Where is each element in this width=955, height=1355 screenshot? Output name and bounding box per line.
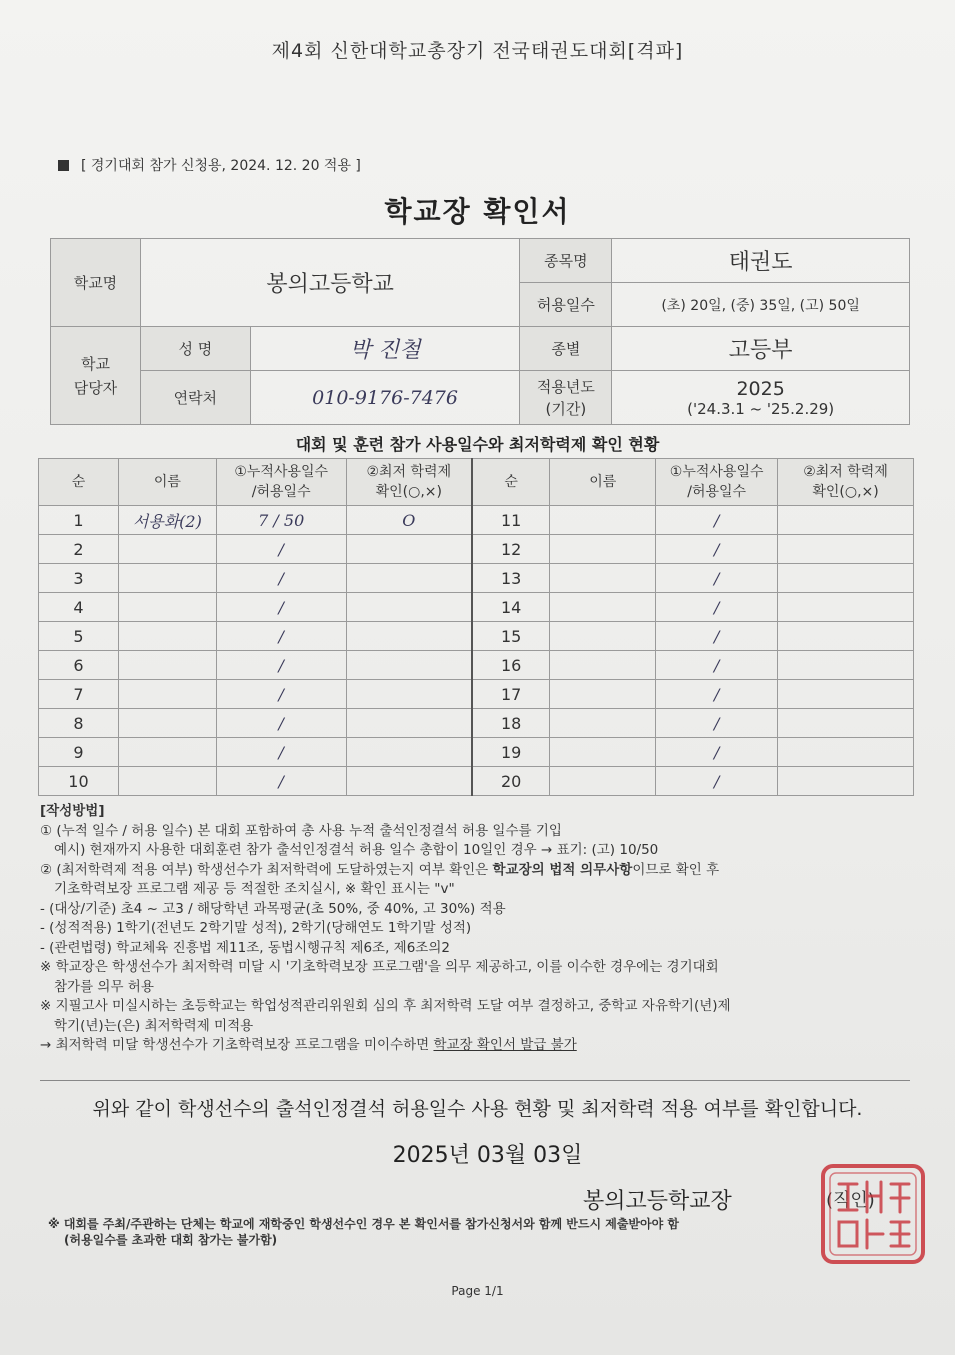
event-value: 태권도 [612, 239, 910, 283]
instructions [40, 802, 920, 1056]
header-check: ②최저 학력제 확인(○,×) [346, 459, 472, 506]
row-days: / [656, 680, 778, 709]
row-check [778, 593, 914, 622]
row-days: / [656, 709, 778, 738]
row-days: / [216, 767, 346, 796]
confirmation-statement: 위와 같이 학생선수의 출석인정결석 허용일수 사용 현황 및 최저학력 적용 여부를 확인합니다. [92, 1098, 863, 1120]
row-number: 16 [472, 651, 550, 680]
header-days: ①누적사용일수 /허용일수 [216, 459, 346, 506]
row-days: / [216, 709, 346, 738]
header-name: 이름 [550, 459, 656, 506]
instruction-example: 예시) 현재까지 사용한 대회훈련 참가 출석인정결석 허용 일수 총합이 10일인 경우 → 표기: (고) 10/50 [54, 842, 659, 858]
instruction-item: ② (최저학력제 적용 여부) 학생선수가 최저학력에 도달하였는지 여부 확인은 학교장의 법적 의무사항이므로 확인 후 [40, 861, 720, 878]
table-row [39, 535, 914, 564]
row-check [778, 622, 914, 651]
table-row [39, 506, 914, 535]
instruction-note: 학기(년)는(은) 최저학력제 미적용 [54, 1017, 254, 1034]
school-name-value: 봉의고등학교 [140, 239, 520, 327]
table-row [39, 680, 914, 709]
table-row [39, 593, 914, 622]
row-days: / [656, 622, 778, 651]
allowed-days-value: (초) 20일, (중) 35일, (고) 50일 [612, 283, 910, 327]
page-number: Page 1/1 [451, 1284, 504, 1298]
row-name: 서용화(2) [118, 506, 216, 535]
table-row [39, 651, 914, 680]
instruction-bullet: - (성적적용) 1학기(전년도 2학기말 성적), 2학기(당해연도 1학기말 성적) [40, 920, 472, 936]
header-name: 이름 [118, 459, 216, 506]
row-name [550, 593, 656, 622]
row-number: 5 [39, 622, 119, 651]
row-days: / [656, 593, 778, 622]
issue-date: 2025년 03월 03일 [392, 1143, 583, 1168]
row-name [550, 738, 656, 767]
row-name [550, 535, 656, 564]
contact-handwritten: 010-9176-7476 [250, 371, 520, 425]
row-check [346, 651, 472, 680]
row-name [118, 738, 216, 767]
allowed-days-label: 허용일수 [520, 283, 612, 327]
row-days: / [216, 622, 346, 651]
school-info-table [50, 238, 910, 425]
document-title: 학교장 확인서 [384, 195, 571, 228]
row-check [346, 767, 472, 796]
row-check [778, 738, 914, 767]
row-name [550, 680, 656, 709]
row-name [118, 680, 216, 709]
application-notice: [ 경기대회 참가 신청용, 2024. 12. 20 적용 ] [58, 155, 361, 175]
row-number: 17 [472, 680, 550, 709]
event-title: 제4회 신한대학교총장기 전국태권도대회[격파] [271, 40, 684, 62]
row-check [778, 680, 914, 709]
school-name-label: 학교명 [51, 239, 141, 327]
row-name [550, 709, 656, 738]
instruction-note: → 최저학력 미달 학생선수가 기초학력보장 프로그램을 미이수하면 학교장 확인서 발급 불가 [40, 1037, 577, 1053]
year-value: 2025 [736, 377, 785, 400]
row-days: / [216, 535, 346, 564]
row-number: 15 [472, 622, 550, 651]
table-row [39, 622, 914, 651]
row-days: / [656, 564, 778, 593]
table-row [39, 709, 914, 738]
contact-label: 연락처 [140, 371, 250, 425]
header-check: ②최저 학력제 확인(○,×) [778, 459, 914, 506]
row-check [346, 622, 472, 651]
header-no: 순 [472, 459, 550, 506]
table-row [39, 767, 914, 796]
row-days: / [656, 767, 778, 796]
table-row [39, 564, 914, 593]
row-check [778, 651, 914, 680]
row-name [118, 593, 216, 622]
row-days: / [216, 564, 346, 593]
row-check [346, 564, 472, 593]
row-name [118, 564, 216, 593]
event-label: 종목명 [520, 239, 612, 283]
row-check [346, 680, 472, 709]
instruction-bullet: - (대상/기준) 초4 ~ 고3 / 해당학년 과목평균(초 50%, 중 40%, 고 30%) 적용 [40, 900, 506, 917]
instruction-bullet: - (관련법령) 학교체육 진흥법 제11조, 동법시행규칙 제6조, 제6조의2 [40, 939, 450, 956]
division-label: 종별 [520, 327, 612, 371]
row-number: 6 [39, 651, 119, 680]
row-number: 11 [472, 506, 550, 535]
row-number: 10 [39, 767, 119, 796]
instruction-note: ※ 학교장은 학생선수가 최저학력 미달 시 '기초학력보장 프로그램'을 의무 제공하고, 이를 이수한 경우에는 경기대회 [40, 959, 719, 975]
row-name [118, 622, 216, 651]
footnote: ※ 대회를 주최/주관하는 단체는 학교에 재학중인 학생선수인 경우 본 확인서를 참가신청서와 함께 반드시 제출받아야 함 (허용일수를 초과한 대회 참가는 불가함) [48, 1217, 679, 1247]
row-name [118, 535, 216, 564]
row-number: 19 [472, 738, 550, 767]
instruction-item: 기초학력보장 프로그램 제공 등 적절한 조치실시, ※ 확인 표시는 "v" [54, 881, 455, 897]
row-number: 8 [39, 709, 119, 738]
row-name [118, 651, 216, 680]
principal-title: 봉의고등학교장 [583, 1189, 732, 1214]
row-number: 9 [39, 738, 119, 767]
square-bullet-icon [58, 160, 69, 171]
year-label: 적용년도 (기간) [520, 371, 612, 425]
manager-label: 학교 담당자 [51, 327, 141, 425]
row-days: / [216, 738, 346, 767]
row-number: 12 [472, 535, 550, 564]
row-name [550, 767, 656, 796]
row-number: 2 [39, 535, 119, 564]
divider [40, 1080, 910, 1081]
row-check [778, 535, 914, 564]
row-days: / [216, 680, 346, 709]
header-days: ①누적사용일수 /허용일수 [656, 459, 778, 506]
row-number: 7 [39, 680, 119, 709]
usage-section-title: 대회 및 훈련 참가 사용일수와 최저학력제 확인 현황 [295, 435, 660, 454]
row-days: / [216, 593, 346, 622]
row-name [550, 564, 656, 593]
row-number: 3 [39, 564, 119, 593]
header-no: 순 [39, 459, 119, 506]
row-check [778, 506, 914, 535]
row-days: / [656, 651, 778, 680]
year-cell [612, 371, 910, 425]
instructions-header: [작성방법] [40, 803, 105, 819]
table-row [39, 738, 914, 767]
row-name [550, 506, 656, 535]
row-number: 13 [472, 564, 550, 593]
row-check [778, 709, 914, 738]
manager-name-handwritten: 박 진철 [250, 327, 520, 371]
row-days: / [216, 651, 346, 680]
row-number: 4 [39, 593, 119, 622]
row-name [550, 651, 656, 680]
row-number: 18 [472, 709, 550, 738]
row-check [346, 738, 472, 767]
row-days: / [656, 506, 778, 535]
official-seal-icon [819, 1162, 927, 1266]
seal-label: (직인) [826, 1190, 875, 1211]
row-check [778, 767, 914, 796]
row-check [346, 535, 472, 564]
division-value: 고등부 [612, 327, 910, 371]
row-name [118, 709, 216, 738]
row-days: / [656, 535, 778, 564]
row-name [550, 622, 656, 651]
instruction-note: ※ 지필고사 미실시하는 초등학교는 학업성적관리위원회 심의 후 최저학력 도달 여부 결정하고, 중학교 자유학기(년)제 [40, 998, 731, 1014]
row-number: 14 [472, 593, 550, 622]
row-check [346, 593, 472, 622]
row-check: O [346, 506, 472, 535]
row-days: / [656, 738, 778, 767]
row-number: 1 [39, 506, 119, 535]
instruction-note: 참가를 의무 허용 [54, 978, 154, 995]
row-check [346, 709, 472, 738]
row-number: 20 [472, 767, 550, 796]
instruction-item: ① (누적 일수 / 허용 일수) 본 대회 포함하여 총 사용 누적 출석인정결석 허용 일수를 기입 [40, 822, 562, 839]
usage-table [38, 458, 914, 796]
row-check [778, 564, 914, 593]
row-name [118, 767, 216, 796]
name-label: 성 명 [140, 327, 250, 371]
row-days: 7 / 50 [216, 506, 346, 535]
period-value: ('24.3.1 ~ '25.2.29) [687, 399, 835, 418]
